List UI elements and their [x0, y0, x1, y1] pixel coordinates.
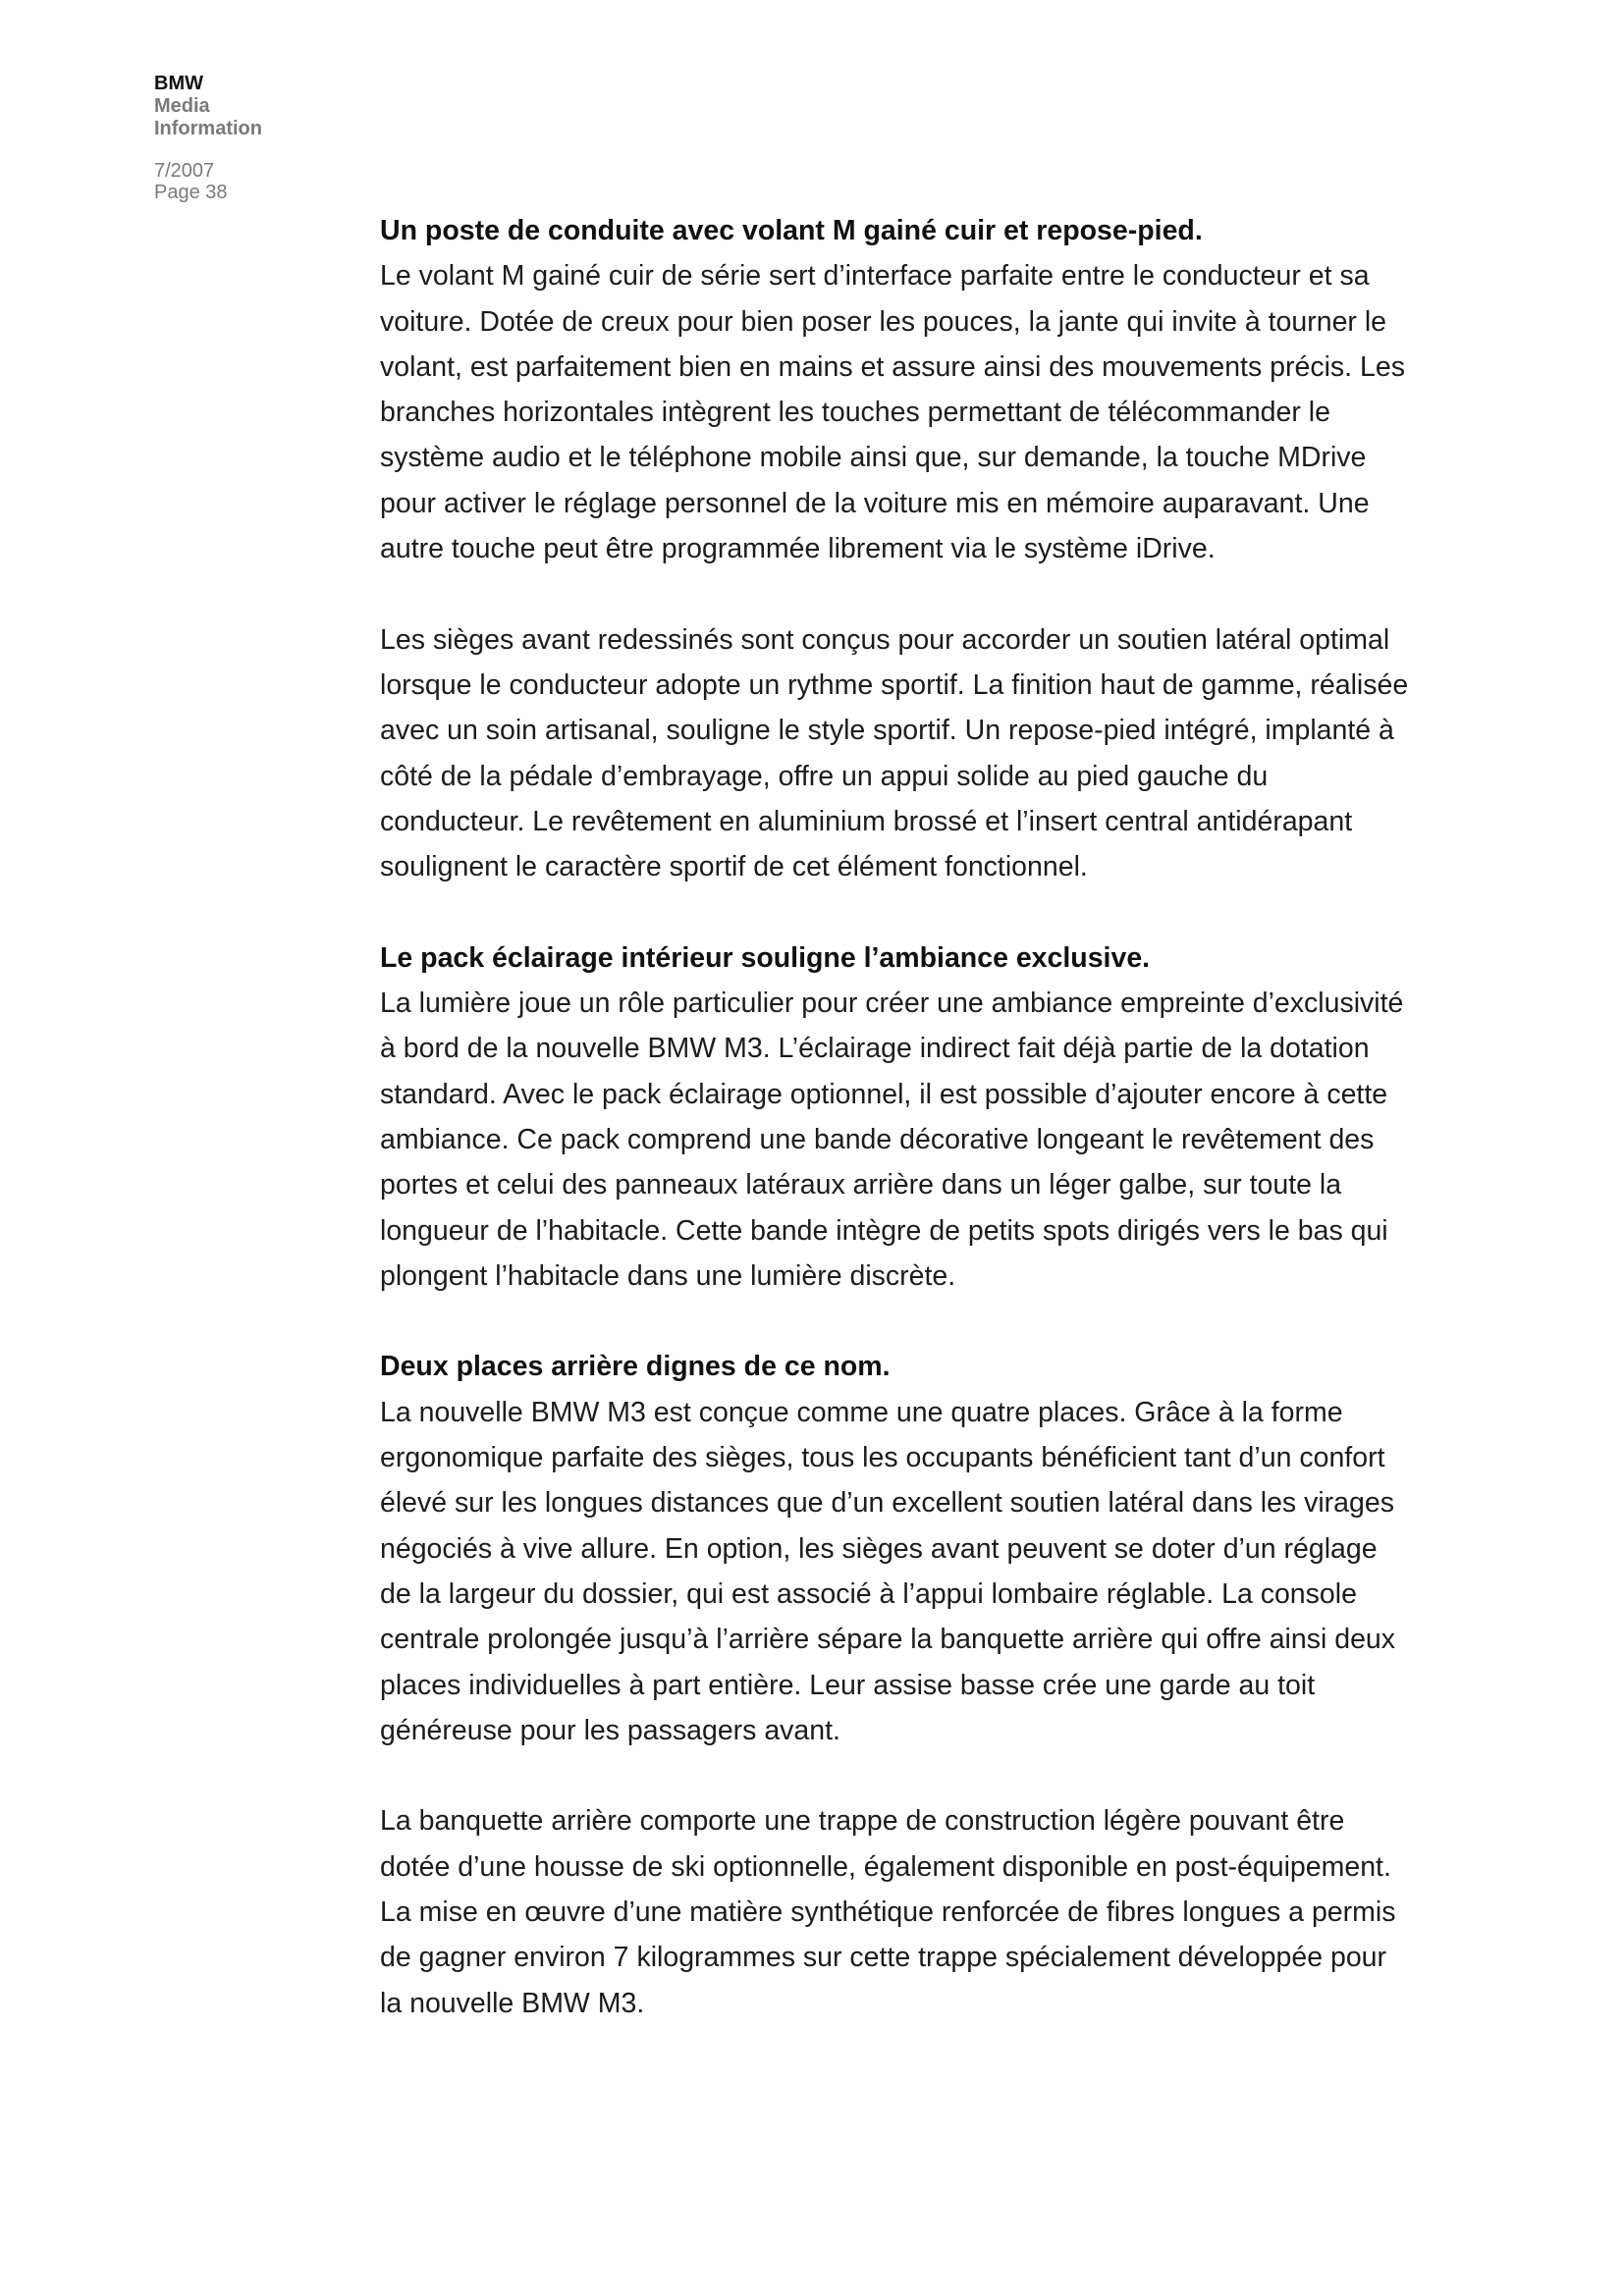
section-driver-station [380, 208, 1411, 889]
document-header [154, 73, 311, 203]
section-heading: Un poste de conduite avec volant M gainé cuir et repose-pied. [380, 215, 1203, 246]
body-paragraph: La nouvelle BMW M3 est conçue comme une quatre places. Grâce à la forme ergonomique parfaite des sièges, tous les occupants bénéficient tant d’un confort élevé sur les longues distances que d’un excellent soutien latéral dans les virages négociés à vive allure. En option, les sièges avant peuvent se doter d’un réglage de la largeur du dossier, qui est associé à l’appui lombaire réglable. La console centrale prolongée jusqu’à l’arrière sépare la banquette arrière qui offre ainsi deux places individuelles à part entière. Leur assise basse crée une garde au toit généreuse pour les passagers avant. [380, 1396, 1396, 1746]
document-date: 7/2007 [154, 160, 215, 182]
section-interior-lighting [380, 935, 1411, 1299]
document-meta [154, 160, 311, 203]
body-paragraph: Les sièges avant redessinés sont conçus pour accorder un soutien latéral optimal lorsque le conducteur adopte un rythme sportif. La finition haut de gamme, réalisée avec un soin artisanal, souligne le style sportif. Un repose-pied intégré, implanté à côté de la pédale d’embrayage, offre un appui solide au pied gauche du conducteur. Le revêtement en aluminium brossé et l’insert central antidérapant soulignent le caractère sportif de cet élément fonctionnel. [380, 623, 1409, 883]
section-heading: Le pack éclairage intérieur souligne l’ambiance exclusive. [380, 941, 1151, 974]
document-body [380, 208, 1411, 2026]
brand-name: BMW [154, 73, 203, 94]
body-paragraph: La lumière joue un rôle particulier pour créer une ambiance empreinte d’exclusivité à bord de la nouvelle BMW M3. L’éclairage indirect fait déjà partie de la dotation standard. Avec le pack éclairage optionnel, il est possible d’ajouter encore à cette ambiance. Ce pack comprend une bande décorative longeant le revêtement des portes et celui des panneaux latéraux arrière dans un léger galbe, sur toute la longueur de l’habitacle. Cette bande intègre de petits spots dirigés vers le bas qui plongent l’habitacle dans une lumière discrète. [380, 988, 1404, 1292]
brand-information: Information [154, 118, 262, 139]
body-paragraph: La banquette arrière comporte une trappe de construction légère pouvant être dotée d’une housse de ski optionnelle, également disponible en post-équipement. La mise en œuvre d’une matière synthétique renforcée de fibres longues a permis de gagner environ 7 kilogrammes sur cette trappe spécialement développée pour la nouvelle BMW M3. [380, 1805, 1396, 2019]
brand-media: Media [154, 95, 210, 117]
section-rear-seats [380, 1344, 1411, 2025]
page-number: Page 38 [154, 182, 228, 203]
section-heading: Deux places arrière dignes de ce nom. [380, 1351, 891, 1383]
body-paragraph: Le volant M gainé cuir de série sert d’interface parfaite entre le conducteur et sa voiture. Dotée de creux pour bien poser les pouces, la jante qui invite à tourner le volant, est parfaitement bien en mains et assure ainsi des mouvements précis. Les branches horizontales intègrent les touches permettant de télécommander le système audio et le téléphone mobile ainsi que, sur demande, la touche MDrive pour activer le réglage personnel de la voiture mis en mémoire auparavant. Une autre touche peut être programmée librement via le système iDrive. [380, 260, 1405, 565]
